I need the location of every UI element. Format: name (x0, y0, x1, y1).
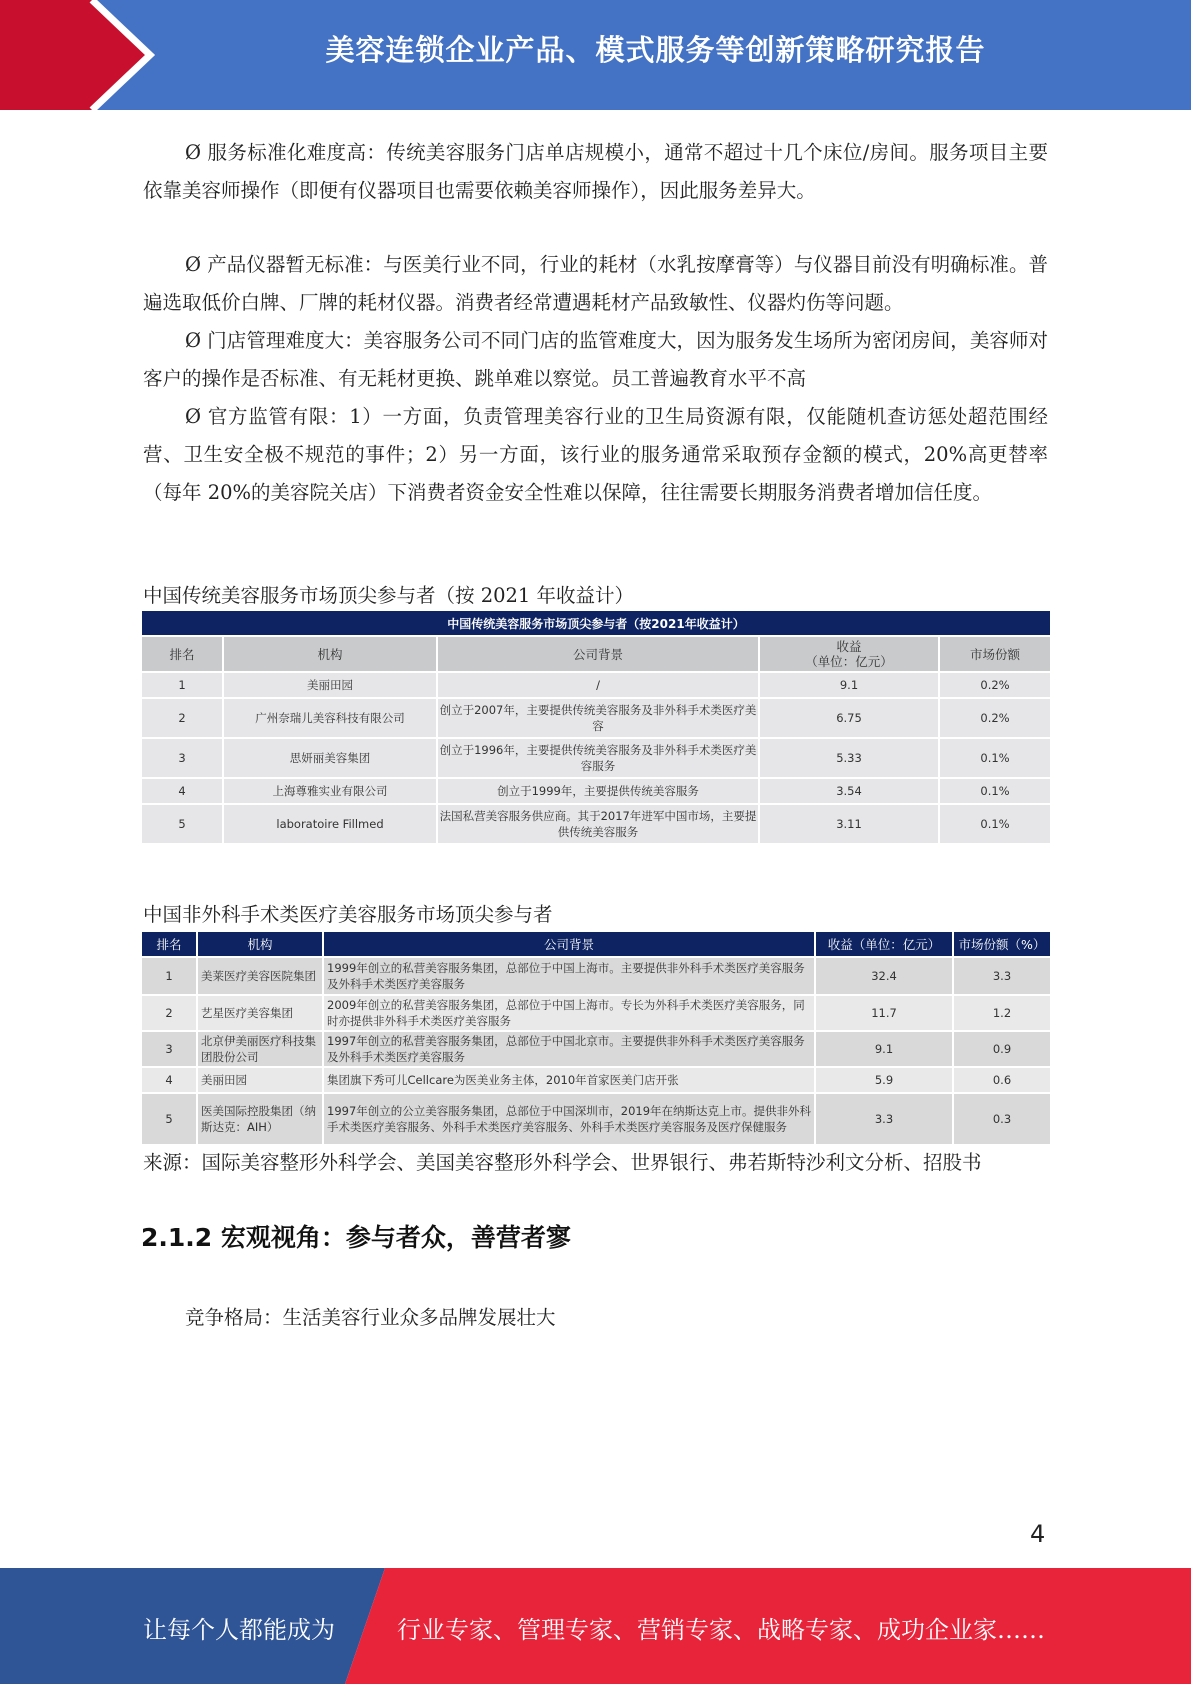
cell-org: 美丽田园 (224, 673, 436, 697)
cell-org: 思妍丽美容集团 (224, 739, 436, 777)
cell-revenue: 9.1 (816, 1032, 952, 1066)
page-header (0, 0, 1191, 110)
page-footer (0, 1568, 1191, 1684)
paragraph-service-standard: Ø 服务标准化难度高：传统美容服务门店单店规模小，通常不超过十几个床位/房间。服务项目主要依靠美容师操作（即便有仪器项目也需要依赖美容师操作），因此服务差异大。 (143, 141, 1048, 202)
table1-header-share: 市场份额 (940, 637, 1050, 671)
cell-org: 北京伊美丽医疗科技集团股份公司 (198, 1032, 322, 1066)
table1-header-rank: 排名 (142, 637, 222, 671)
cell-rank: 4 (142, 1068, 196, 1092)
table1-header-background: 公司背景 (438, 637, 758, 671)
cell-org: laboratoire Fillmed (224, 805, 436, 843)
table-row (142, 805, 1050, 843)
cell-background: 集团旗下秀可儿Cellcare为医美业务主体，2010年首家医美门店开张 (324, 1068, 814, 1092)
table1-header-revenue: 收益 （单位：亿元） (760, 637, 938, 671)
cell-background: 1997年创立的私营美容服务集团，总部位于中国北京市。主要提供非外科手术类医疗美容服务及外科手术类医疗美容服务 (324, 1032, 814, 1066)
cell-revenue: 3.3 (816, 1094, 952, 1144)
cell-rank: 2 (142, 699, 222, 737)
cell-rank: 2 (142, 996, 196, 1030)
cell-rank: 3 (142, 1032, 196, 1066)
cell-org: 广州奈瑞儿美容科技有限公司 (224, 699, 436, 737)
table-row (142, 1094, 1050, 1144)
table-row (142, 699, 1050, 737)
cell-rank: 4 (142, 779, 222, 803)
cell-share: 0.9 (954, 1032, 1050, 1066)
table-row (142, 1032, 1050, 1066)
cell-org: 艺星医疗美容集团 (198, 996, 322, 1030)
cell-revenue: 11.7 (816, 996, 952, 1030)
cell-share: 1.2 (954, 996, 1050, 1030)
table2-header-share: 市场份额（%） (954, 932, 1050, 956)
paragraph-store-management: Ø 门店管理难度大：美容服务公司不同门店的监管难度大，因为服务发生场所为密闭房间，美容师对客户的操作是否标准、有无耗材更换、跳单难以察觉。员工普遍教育水平不高 (143, 329, 1048, 390)
cell-rank: 5 (142, 805, 222, 843)
table-row (142, 739, 1050, 777)
cell-share: 0.3 (954, 1094, 1050, 1144)
paragraph-product-standard: Ø 产品仪器暂无标准：与医美行业不同，行业的耗材（水乳按摩膏等）与仪器目前没有明确标准。普遍选取低价白牌、厂牌的耗材仪器。消费者经常遭遇耗材产品致敏性、仪器灼伤等问题。 (143, 253, 1048, 314)
table1-caption: 中国传统美容服务市场顶尖参与者（按 2021 年收益计） (143, 584, 635, 607)
cell-rank: 3 (142, 739, 222, 777)
cell-revenue: 3.54 (760, 779, 938, 803)
section-subtext: 竞争格局：生活美容行业众多品牌发展壮大 (185, 1306, 556, 1329)
cell-org: 上海尊雅实业有限公司 (224, 779, 436, 803)
table1-header-org: 机构 (224, 637, 436, 671)
cell-revenue: 32.4 (816, 958, 952, 994)
table1-title: 中国传统美容服务市场顶尖参与者（按2021年收益计） (142, 611, 1050, 635)
cell-background: 法国私营美容服务供应商。其于2017年进军中国市场，主要提供传统美容服务 (438, 805, 758, 843)
traditional-beauty-table (140, 609, 1052, 845)
cell-share: 0.1% (940, 739, 1050, 777)
cell-background: / (438, 673, 758, 697)
section-heading: 2.1.2 宏观视角：参与者众，善营者寥 (141, 1223, 571, 1252)
table2-header-rank: 排名 (142, 932, 196, 956)
table-row (142, 958, 1050, 994)
table-row (142, 1068, 1050, 1092)
paragraph-official-supervision: Ø 官方监管有限：1）一方面，负责管理美容行业的卫生局资源有限，仅能随机查访惩处超范围经营、卫生安全极不规范的事件；2）另一方面，该行业的服务通常采取预存金额的模式，20%高更替率（每年 20%的美容院关店）下消费者资金安全性难以保障，往往需要长期服务消费者增加信任度。 (143, 405, 1048, 504)
cell-background: 1999年创立的私营美容服务集团，总部位于中国上海市。主要提供非外科手术类医疗美容服务及外科手术类医疗美容服务 (324, 958, 814, 994)
cell-share: 0.2% (940, 673, 1050, 697)
cell-background: 创立于2007年，主要提供传统美容服务及非外科手术类医疗美容 (438, 699, 758, 737)
cell-revenue: 5.33 (760, 739, 938, 777)
medical-beauty-table (140, 930, 1052, 1146)
cell-revenue: 5.9 (816, 1068, 952, 1092)
body-text (143, 134, 1048, 512)
cell-share: 3.3 (954, 958, 1050, 994)
cell-background: 2009年创立的私营美容服务集团，总部位于中国上海市。专长为外科手术类医疗美容服务，同时亦提供非外科手术类医疗美容服务 (324, 996, 814, 1030)
cell-share: 0.2% (940, 699, 1050, 737)
cell-org: 美丽田园 (198, 1068, 322, 1092)
table2-header-background: 公司背景 (324, 932, 814, 956)
cell-org: 医美国际控股集团（纳斯达克：AIH） (198, 1094, 322, 1144)
cell-rank: 1 (142, 958, 196, 994)
footer-slogan-right: 行业专家、管理专家、营销专家、战略专家、成功企业家…… (397, 1616, 1045, 1644)
table2-caption: 中国非外科手术类医疗美容服务市场顶尖参与者 (143, 903, 553, 926)
cell-rank: 1 (142, 673, 222, 697)
cell-revenue: 6.75 (760, 699, 938, 737)
cell-revenue: 9.1 (760, 673, 938, 697)
cell-background: 创立于1996年，主要提供传统美容服务及非外科手术类医疗美容服务 (438, 739, 758, 777)
cell-share: 0.1% (940, 779, 1050, 803)
source-note: 来源：国际美容整形外科学会、美国美容整形外科学会、世界银行、弗若斯特沙利文分析、招股书 (143, 1151, 982, 1174)
table-row (142, 996, 1050, 1030)
cell-background: 创立于1999年，主要提供传统美容服务 (438, 779, 758, 803)
cell-revenue: 3.11 (760, 805, 938, 843)
cell-org: 美莱医疗美容医院集团 (198, 958, 322, 994)
table-row (142, 673, 1050, 697)
footer-slogan-left: 让每个人都能成为 (143, 1616, 335, 1644)
page-number: 4 (1030, 1520, 1046, 1548)
cell-share: 0.6 (954, 1068, 1050, 1092)
header-title: 美容连锁企业产品、模式服务等创新策略研究报告 (325, 33, 986, 67)
table2-header-revenue: 收益（单位：亿元） (816, 932, 952, 956)
cell-rank: 5 (142, 1094, 196, 1144)
cell-background: 1997年创立的公立美容服务集团，总部位于中国深圳市，2019年在纳斯达克上市。提供非外科手术类医疗美容服务、外科手术类医疗美容服务、外科手术类医疗美容服务及医疗保健服务 (324, 1094, 814, 1144)
table-row (142, 779, 1050, 803)
table2-header-org: 机构 (198, 932, 322, 956)
cell-share: 0.1% (940, 805, 1050, 843)
